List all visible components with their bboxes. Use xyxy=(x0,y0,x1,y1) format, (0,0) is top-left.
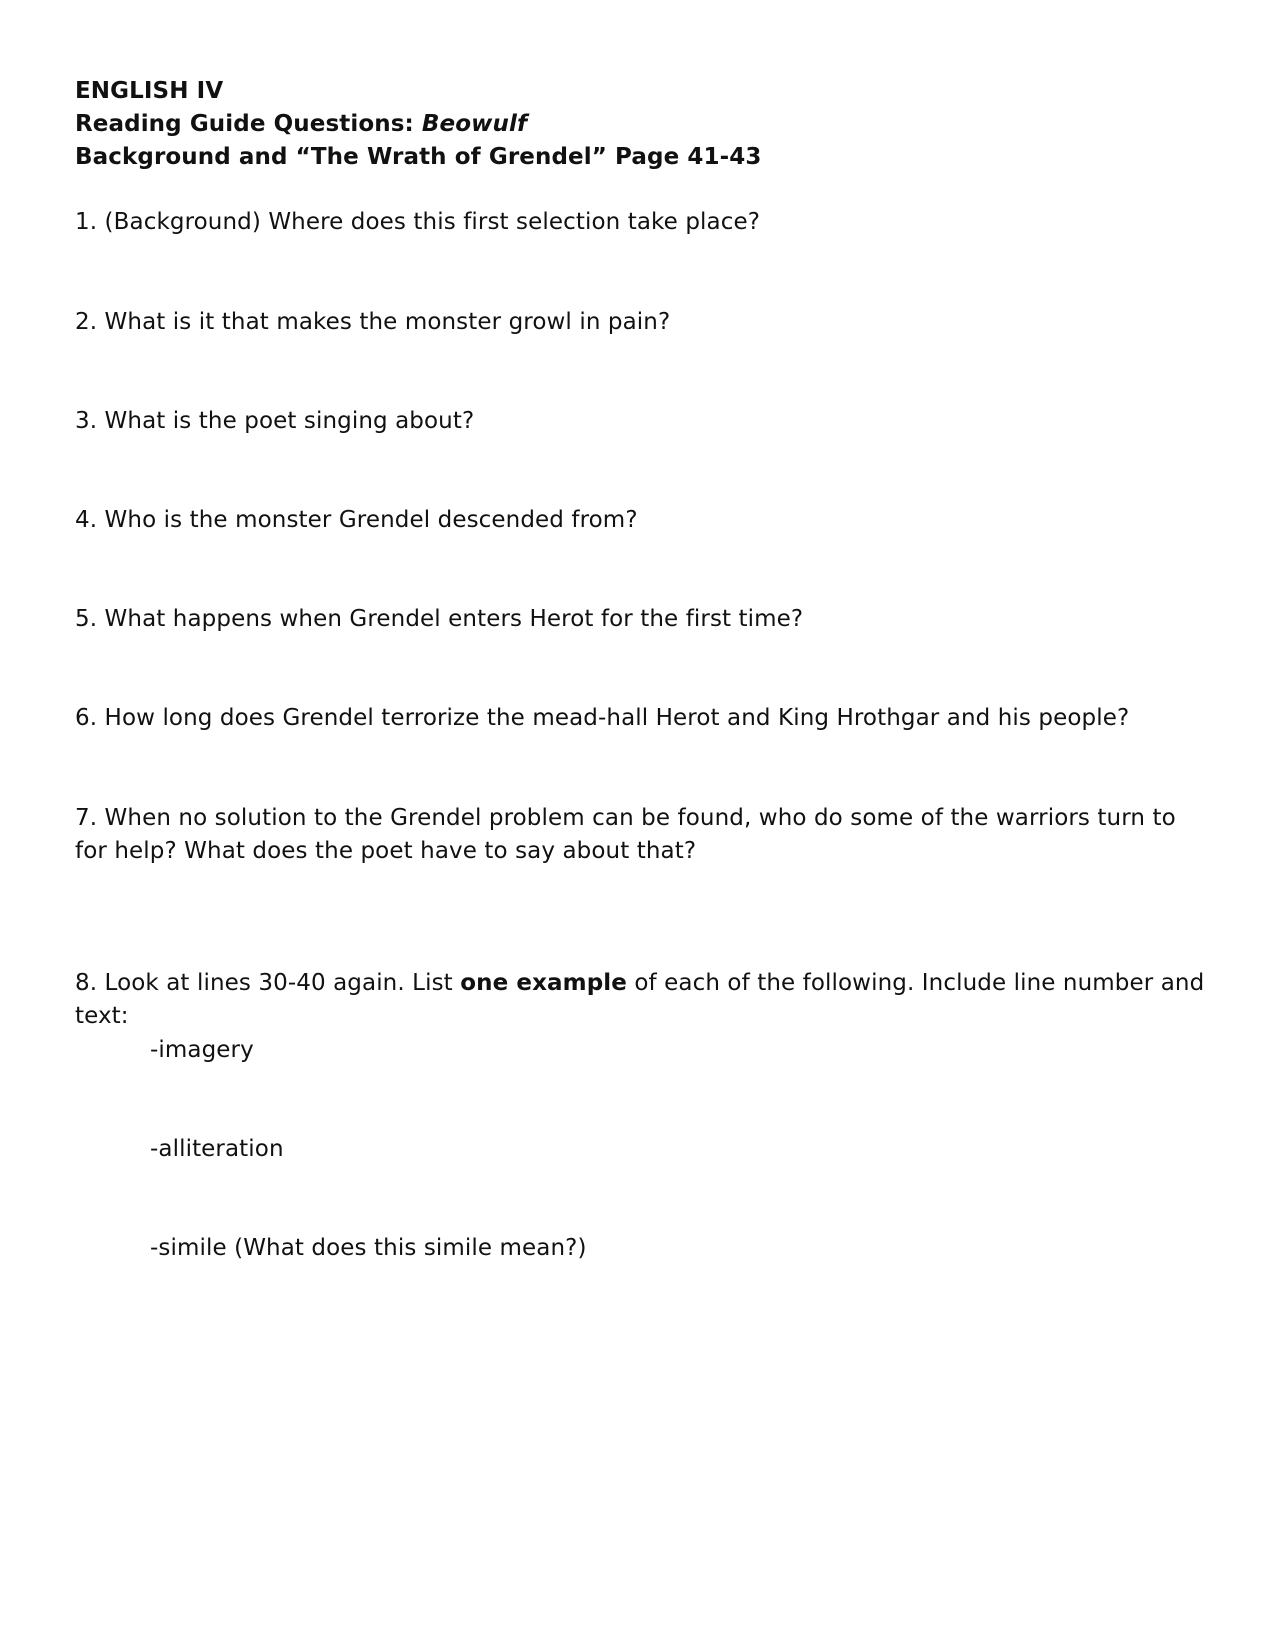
question-4: 4. Who is the monster Grendel descended from? xyxy=(75,507,638,533)
section-heading: Background and “The Wrath of Grendel” Page 41-43 xyxy=(75,144,762,170)
q8-item-imagery: -imagery xyxy=(150,1037,254,1063)
course-title: ENGLISH IV xyxy=(75,78,224,104)
q8-item-simile: -simile (What does this simile mean?) xyxy=(150,1235,587,1261)
question-8-line-1 xyxy=(75,966,1204,1000)
question-6: 6. How long does Grendel terrorize the mead-hall Herot and King Hrothgar and his people? xyxy=(75,705,1130,731)
guide-prefix: Reading Guide Questions: xyxy=(75,111,422,137)
question-8-post: of each of the following. Include line number and xyxy=(626,970,1205,996)
question-8-emphasis: one example xyxy=(460,970,627,996)
q8-item-alliteration: -alliteration xyxy=(150,1136,284,1162)
question-8-pre: 8. Look at lines 30-40 again. List xyxy=(75,970,461,996)
question-3: 3. What is the poet singing about? xyxy=(75,408,475,434)
question-2: 2. What is it that makes the monster growl in pain? xyxy=(75,309,671,335)
question-8-line-2: text: xyxy=(75,1003,129,1029)
question-5: 5. What happens when Grendel enters Herot for the first time? xyxy=(75,606,804,632)
guide-heading xyxy=(75,107,527,141)
guide-book-title: Beowulf xyxy=(421,111,528,137)
question-7-line-2: for help? What does the poet have to say about that? xyxy=(75,838,697,864)
question-7-line-1: 7. When no solution to the Grendel problem can be found, who do some of the warriors turn to xyxy=(75,805,1176,831)
question-1: 1. (Background) Where does this first selection take place? xyxy=(75,209,761,235)
